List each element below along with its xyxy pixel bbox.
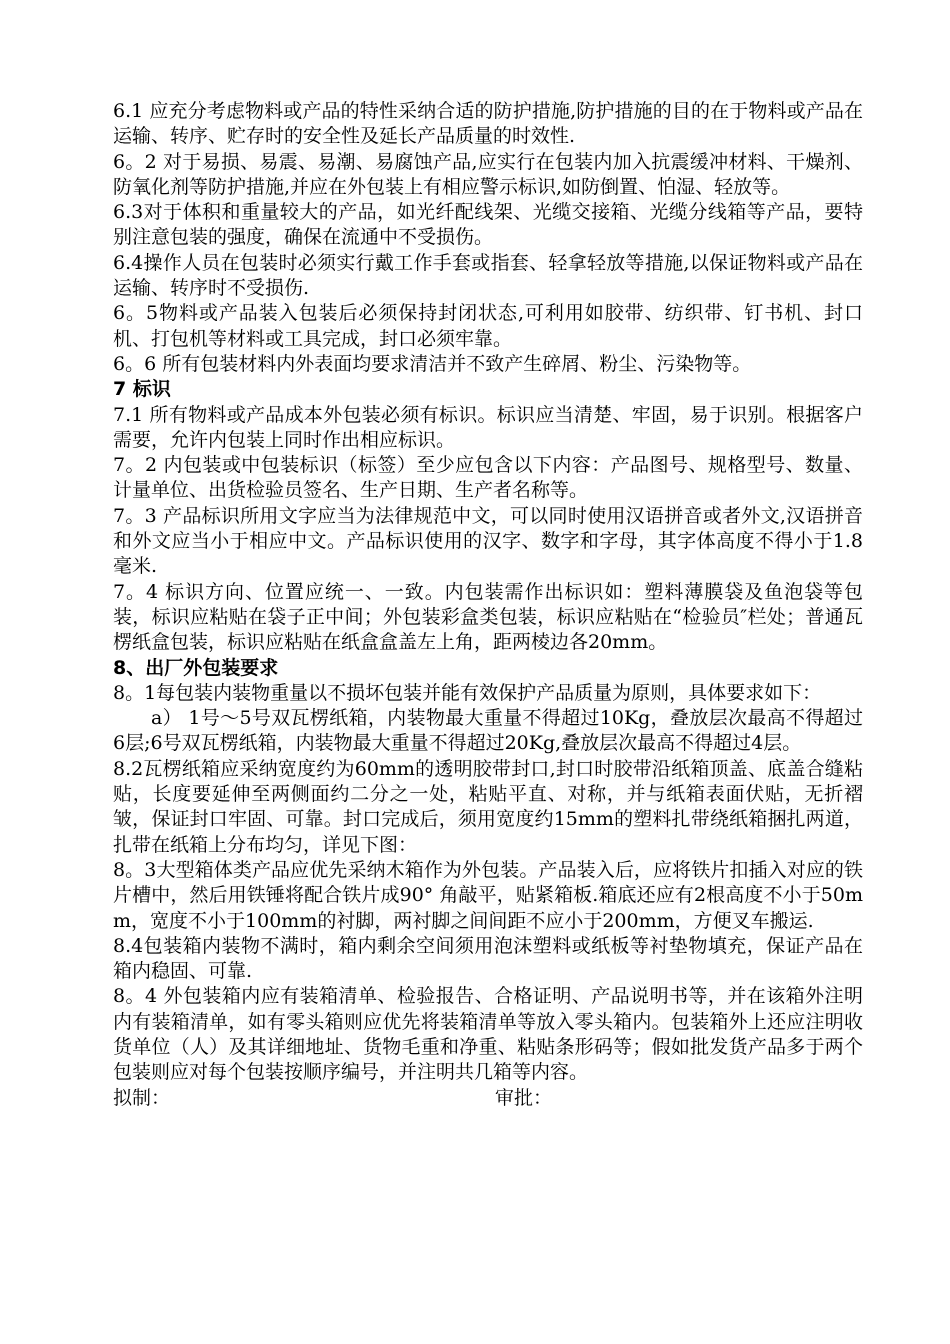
paragraph-p8_3: 8。3大型箱体类产品应优先采纳木箱作为外包装。产品装入后，应将铁片扣插入对应的铁片槽中，然后用铁锤将配合铁片成90° 角敲平，贴紧箱板.箱底还应有2根高度不小于50mm，宽度不小于100mm的衬脚，两衬脚之间间距不应小于200mm，方便叉车搬运. — [113, 858, 863, 932]
paragraph-p7_3: 7。3 产品标识所用文字应当为法律规范中文，可以同时使用汉语拼音或者外文,汉语拼音和外文应当小于相应中文。产品标识使用的汉字、数字和字母，其字体高度不得小于1.8毫米. — [113, 504, 863, 578]
drafted-by-label: 拟制： — [113, 1086, 171, 1109]
paragraph-p7_2: 7。2 内包装或中包装标识（标签）至少应包含以下内容：产品图号、规格型号、数量、计量单位、出货检验员签名、生产日期、生产者名称等。 — [113, 454, 863, 502]
paragraph-p6_1: 6.1 应充分考虑物料或产品的特性采纳合适的防护措施,防护措施的目的在于物料或产品在运输、转序、贮存时的安全性及延长产品质量的时效性. — [113, 100, 863, 148]
document-body — [113, 99, 863, 1111]
signature-row — [113, 1086, 863, 1111]
paragraph-p6_2: 6。2 对于易损、易震、易潮、易腐蚀产品,应实行在包装内加入抗震缓冲材料、干燥剂、防氧化剂等防护措施,并应在外包装上有相应警示标识,如防倒置、怕湿、轻放等。 — [113, 150, 863, 198]
approved-by-label: 审批： — [495, 1086, 553, 1109]
paragraph-p6_4: 6.4操作人员在包装时必须实行戴工作手套或指套、轻拿轻放等措施,以保证物料或产品在运输、转序时不受损伤. — [113, 251, 863, 300]
paragraph-p8_4a: 8.4包装箱内装物不满时，箱内剩余空间须用泡沫塑料或纸板等衬垫物填充，保证产品在箱内稳固、可靠. — [113, 934, 863, 983]
paragraph-p6_6: 6。6 所有包装材料内外表面均要求清洁并不致产生碎屑、粉尘、污染物等。 — [113, 352, 752, 375]
paragraph-p8_1: 8。1每包装内装物重量以不损坏包装并能有效保护产品质量为原则，具体要求如下： — [113, 681, 822, 704]
paragraph-p6_5: 6。5物料或产品装入包装后必须保持封闭状态,可利用如胶带、纺织带、钉书机、封口机、打包机等材料或工具完成，封口必须牢靠。 — [113, 302, 863, 350]
paragraph-p7_1: 7.1 所有物料或产品成本外包装必须有标识。标识应当清楚、牢固，易于识别。根据客户需要，允许内包装上同时作出相应标识。 — [113, 403, 863, 451]
paragraph-p8_1a: a） 1号～5号双瓦楞纸箱，内装物最大重量不得超过10Kg，叠放层次最高不得超过6层;6号双瓦楞纸箱，内装物最大重量不得超过20Kg,叠放层次最高不得超过4层。 — [113, 707, 863, 755]
section-heading-h8: 8、出厂外包装要求 — [113, 656, 279, 679]
paragraph-p6_3: 6.3对于体积和重量较大的产品，如光纤配线架、光缆交接箱、光缆分线箱等产品，要特别注意包装的强度，确保在流通中不受损伤。 — [113, 201, 863, 249]
section-heading-h7: 7 标识 — [113, 378, 171, 401]
paragraph-p8_2: 8.2瓦楞纸箱应采纳宽度约为60mm的透明胶带封口,封口时胶带沿纸箱顶盖、底盖合缝粘贴，长度要延伸至两侧面约二分之一处，粘贴平直、对称，并与纸箱表面伏贴，无折褶皱，保证封口牢固、可靠。封口完成后，须用宽度约15mm的塑料扎带绕纸箱捆扎两道，扎带在纸箱上分布均匀，详见下图： — [113, 757, 863, 856]
paragraph-p8_4b: 8。4 外包装箱内应有装箱清单、检验报告、合格证明、产品说明书等，并在该箱外注明内有装箱清单，如有零头箱则应优先将装箱清单等放入零头箱内。包装箱外上还应注明收货单位（人）及其详细地址、货物毛重和净重、粘贴条形码等；假如批发货产品多于两个包装则应对每个包装按顺序编号，并注明共几箱等内容。 — [113, 985, 863, 1084]
paragraph-p7_4: 7。4 标识方向、位置应统一、一致。内包装需作出标识如：塑料薄膜袋及鱼泡袋等包装，标识应粘贴在袋子正中间；外包装彩盒类包装，标识应粘贴在“检验员″栏处；普通瓦楞纸盒包装，标识应粘贴在纸盒盒盖左上角，距两棱边各20mm。 — [113, 580, 863, 654]
